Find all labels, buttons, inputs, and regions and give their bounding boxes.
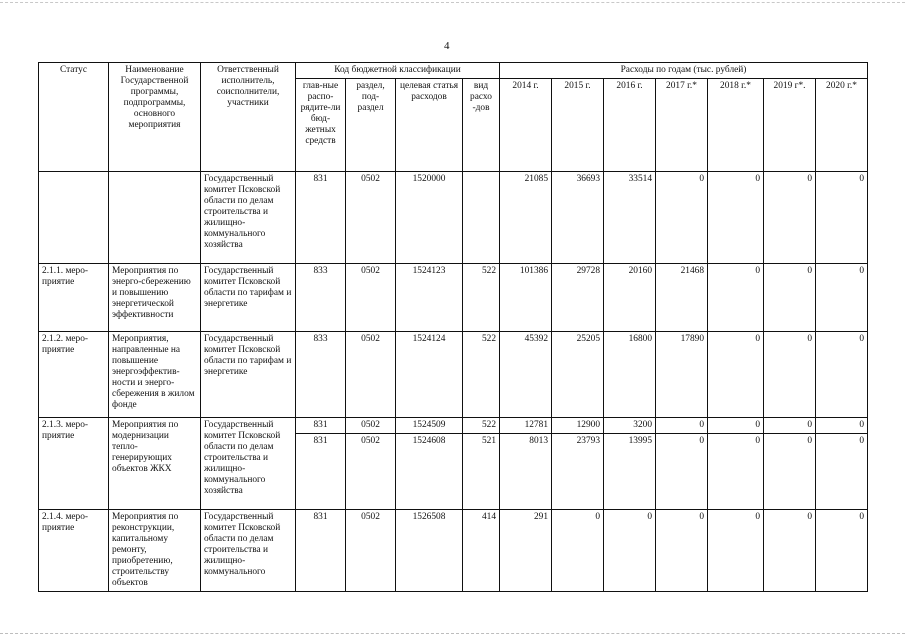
row-vid: 522	[463, 332, 500, 418]
row-responsible: Государственный комитет Псковской области по делам строительства и жилищно-коммунального хозяйства	[201, 418, 296, 510]
scan-top-edge	[0, 0, 905, 3]
row-value-2015: 23793	[552, 434, 604, 510]
row-value-2018: 0	[708, 418, 764, 434]
header-year-2018: 2018 г.*	[708, 79, 764, 172]
row-value-2016: 13995	[604, 434, 656, 510]
row-value-2014: 21085	[500, 172, 552, 264]
row-value-2017: 0	[656, 510, 708, 592]
row-value-2020: 0	[816, 332, 868, 418]
row-target: 1524123	[396, 264, 463, 332]
row-value-2018: 0	[708, 264, 764, 332]
row-razdel: 0502	[346, 332, 396, 418]
table-row	[39, 510, 868, 592]
row-razdel: 0502	[346, 418, 396, 434]
row-glava: 831	[296, 510, 346, 592]
header-year-2019: 2019 г*.	[764, 79, 816, 172]
row-vid: 414	[463, 510, 500, 592]
row-value-2015: 36693	[552, 172, 604, 264]
row-value-2016: 33514	[604, 172, 656, 264]
row-value-2019: 0	[764, 434, 816, 510]
budget-table	[38, 62, 868, 592]
header-year-2017: 2017 г.*	[656, 79, 708, 172]
row-razdel: 0502	[346, 434, 396, 510]
row-value-2016: 0	[604, 510, 656, 592]
table-row	[39, 172, 868, 264]
row-responsible: Государственный комитет Псковской области по тарифам и энергетике	[201, 264, 296, 332]
row-value-2014: 291	[500, 510, 552, 592]
row-glava: 831	[296, 434, 346, 510]
row-status: 2.1.1. меро-приятие	[39, 264, 109, 332]
header-target: целевая статья расходов	[396, 79, 463, 172]
row-value-2019: 0	[764, 418, 816, 434]
row-value-2018: 0	[708, 434, 764, 510]
row-target: 1524124	[396, 332, 463, 418]
header-expenses: Расходы по годам (тыс. рублей)	[500, 63, 868, 79]
header-budget-code: Код бюджетной классификации	[296, 63, 500, 79]
header-vid: вид расхо -дов	[463, 79, 500, 172]
header-year-2016: 2016 г.	[604, 79, 656, 172]
row-value-2014: 8013	[500, 434, 552, 510]
row-program-name: Мероприятия по энерго-сбережению и повышению энергетической эффективности	[109, 264, 201, 332]
row-value-2017: 17890	[656, 332, 708, 418]
scan-bottom-edge	[0, 633, 905, 635]
row-status	[39, 172, 109, 264]
row-value-2017: 0	[656, 434, 708, 510]
row-responsible: Государственный комитет Псковской области по тарифам и энергетике	[201, 332, 296, 418]
row-program-name: Мероприятия по модернизации тепло-генерирующих объектов ЖКХ	[109, 418, 201, 510]
table-header-row	[39, 63, 868, 79]
row-status: 2.1.3. меро-приятие	[39, 418, 109, 510]
row-value-2014: 101386	[500, 264, 552, 332]
header-status: Статус	[39, 63, 109, 172]
row-value-2016: 16800	[604, 332, 656, 418]
row-value-2016: 20160	[604, 264, 656, 332]
row-vid	[463, 172, 500, 264]
row-value-2020: 0	[816, 434, 868, 510]
header-glava: глав-ные распо-рядите-ли бюд-жетных средств	[296, 79, 346, 172]
table-row	[39, 264, 868, 332]
row-value-2017: 0	[656, 172, 708, 264]
row-value-2019: 0	[764, 172, 816, 264]
row-vid: 522	[463, 418, 500, 434]
row-target: 1520000	[396, 172, 463, 264]
row-program-name	[109, 172, 201, 264]
row-target: 1526508	[396, 510, 463, 592]
row-status: 2.1.2. меро-приятие	[39, 332, 109, 418]
row-value-2017: 21468	[656, 264, 708, 332]
row-glava: 833	[296, 264, 346, 332]
row-responsible: Государственный комитет Псковской области по делам строительства и жилищно-коммунального	[201, 510, 296, 592]
row-value-2014: 45392	[500, 332, 552, 418]
row-value-2019: 0	[764, 332, 816, 418]
row-value-2020: 0	[816, 172, 868, 264]
row-glava: 831	[296, 172, 346, 264]
header-program-name: Наименование Государственной программы, подпрограммы, основного мероприятия	[109, 63, 201, 172]
table-row	[39, 332, 868, 418]
row-value-2015: 12900	[552, 418, 604, 434]
row-value-2015: 29728	[552, 264, 604, 332]
row-glava: 833	[296, 332, 346, 418]
header-razdel: раздел, под-раздел	[346, 79, 396, 172]
row-value-2018: 0	[708, 510, 764, 592]
row-vid: 522	[463, 264, 500, 332]
header-year-2015: 2015 г.	[552, 79, 604, 172]
page-number: 4	[444, 40, 450, 52]
row-value-2020: 0	[816, 264, 868, 332]
row-glava: 831	[296, 418, 346, 434]
row-value-2018: 0	[708, 332, 764, 418]
row-program-name: Мероприятия по реконструкции, капитальному ремонту, приобретению, строительству объектов	[109, 510, 201, 592]
row-razdel: 0502	[346, 172, 396, 264]
row-value-2019: 0	[764, 510, 816, 592]
row-value-2015: 25205	[552, 332, 604, 418]
header-year-2014: 2014 г.	[500, 79, 552, 172]
row-program-name: Мероприятия, направленные на повышение энергоэффектив-ности и энерго-сбережения в жилом фонде	[109, 332, 201, 418]
row-status: 2.1.4. меро-приятие	[39, 510, 109, 592]
row-value-2014: 12781	[500, 418, 552, 434]
row-value-2019: 0	[764, 264, 816, 332]
row-value-2015: 0	[552, 510, 604, 592]
header-year-2020: 2020 г.*	[816, 79, 868, 172]
table-row	[39, 418, 868, 434]
header-responsible: Ответственный исполнитель, соисполнители, участники	[201, 63, 296, 172]
row-razdel: 0502	[346, 264, 396, 332]
row-target: 1524509	[396, 418, 463, 434]
row-value-2017: 0	[656, 418, 708, 434]
row-target: 1524608	[396, 434, 463, 510]
row-razdel: 0502	[346, 510, 396, 592]
row-value-2016: 3200	[604, 418, 656, 434]
row-vid: 521	[463, 434, 500, 510]
row-responsible: Государственный комитет Псковской области по делам строительства и жилищно-коммунального хозяйства	[201, 172, 296, 264]
row-value-2018: 0	[708, 172, 764, 264]
row-value-2020: 0	[816, 510, 868, 592]
row-value-2020: 0	[816, 418, 868, 434]
